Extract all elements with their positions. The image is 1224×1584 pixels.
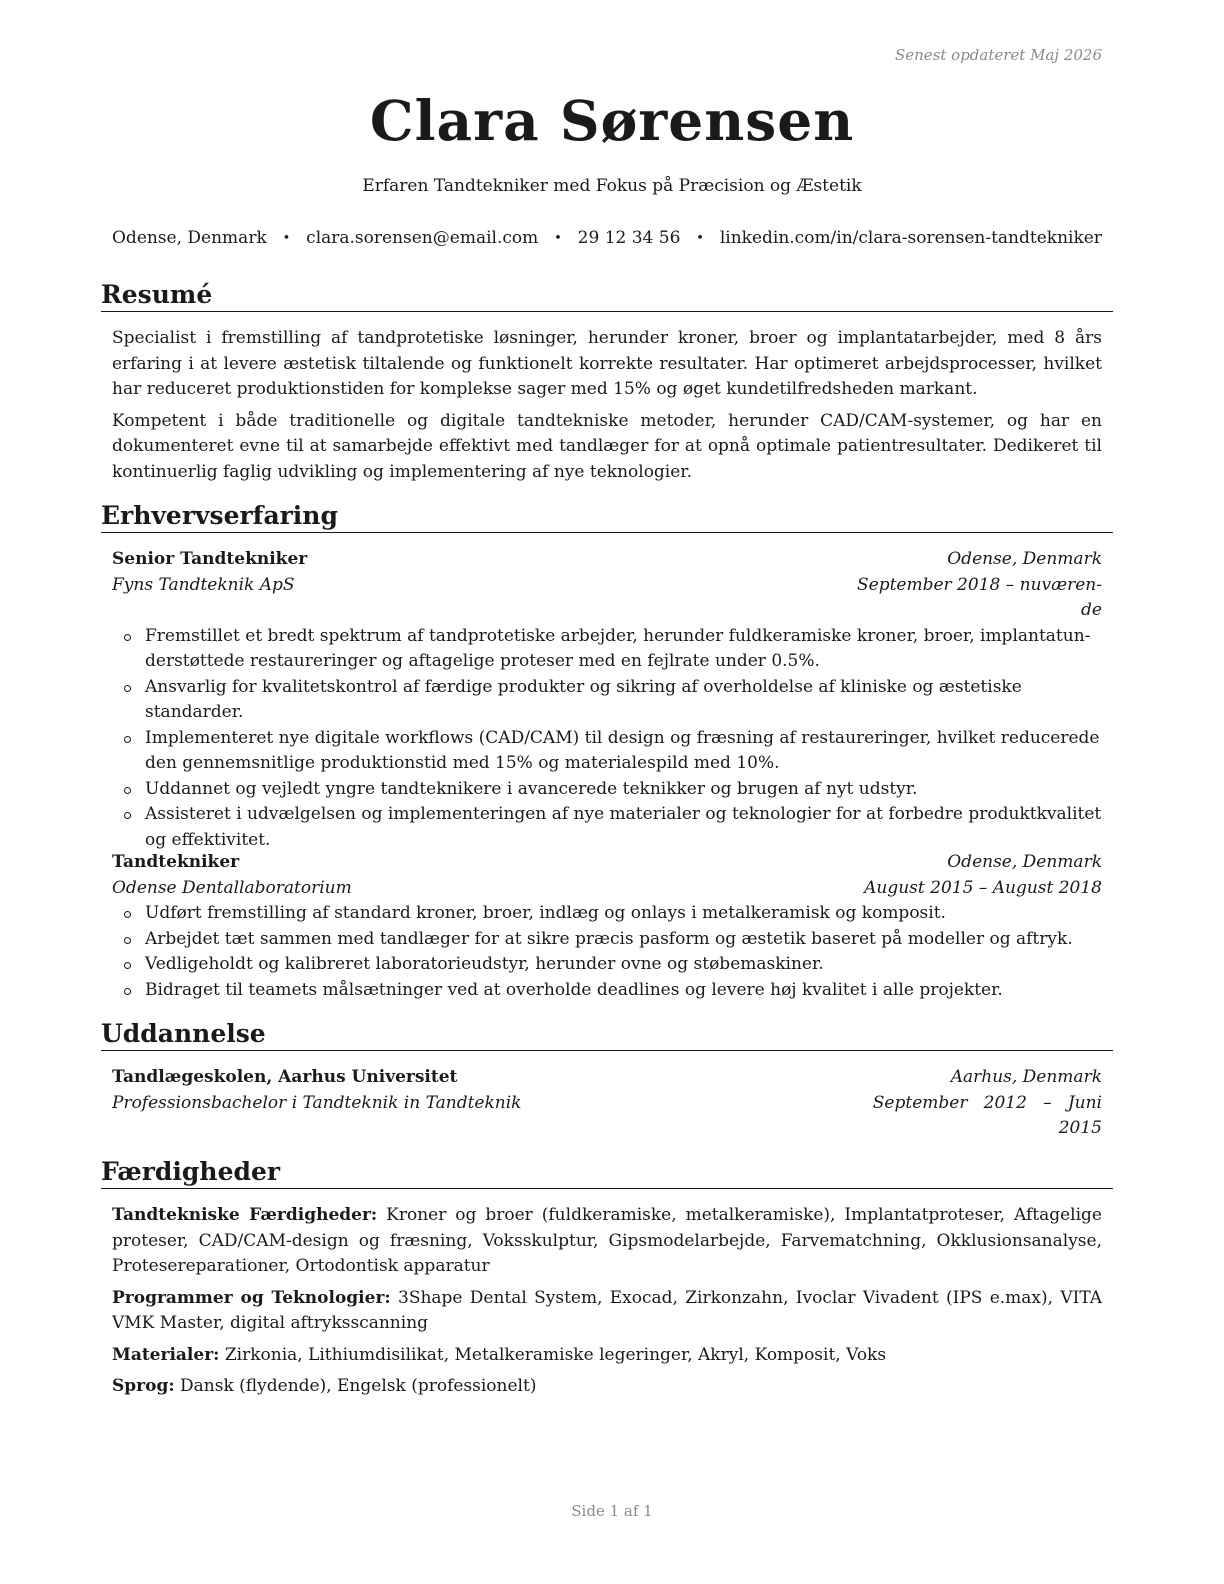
achievements-list	[112, 901, 1102, 1003]
summary-paragraph: Specialist i fremstilling af tandprotetiske løsninger, herunder kroner, broer og implantatarbejder, med 8 års erfaring i at levere æstetisk tiltalende og funktionelt korrekte resultater. Har optimeret arbejdsprocesser, hvilket har reduceret produktionstiden for komplekse sager med 15% og øget kundetilfredsheden markant.	[112, 328, 1102, 399]
skill-value: Zirkonia, Lithiumdisilikat, Metalkeramiske legeringer, Akryl, Komposit, Voks	[224, 1344, 887, 1365]
company-name: Odense Dentallaboratorium	[112, 877, 352, 898]
contact-phone[interactable]: 29 12 34 56	[577, 228, 681, 248]
achievements-list	[112, 624, 1102, 854]
summary-block	[112, 326, 1102, 491]
job-title: Tandtekniker	[112, 852, 240, 872]
skill-label: Tandtekniske Færdigheder:	[112, 1205, 378, 1225]
section-title-experience: Erhvervserfaring	[101, 501, 1113, 533]
list-item: Assisteret i udvælgelsen og implementeringen af nye materialer og teknologier for at forbedre produktkvalitet og effektivitet.	[112, 802, 1102, 853]
bullet-separator-icon: •	[696, 230, 704, 246]
section-title-skills: Færdigheder	[101, 1157, 1113, 1189]
skill-label: Materialer:	[112, 1344, 220, 1365]
skill-row	[112, 1203, 1102, 1280]
section-title-summary: Resumé	[101, 280, 1113, 312]
skill-row	[112, 1343, 1102, 1369]
list-item: Bidraget til teamets målsætninger ved at overholde deadlines og levere høj kvalitet i alle projekter.	[112, 978, 1102, 1004]
job-title: Senior Tandtekniker	[112, 549, 308, 569]
skill-row	[112, 1374, 1102, 1400]
skill-row	[112, 1286, 1102, 1337]
list-item: Fremstillet et bredt spektrum af tandprotetiske arbejder, herunder fuldkeramiske kroner, broer, implantatun-derstøttede restaureringer og aftagelige proteser med en fejlrate under 0.5%.	[112, 624, 1102, 675]
experience-entry	[112, 547, 1102, 853]
list-item: Implementeret nye digitale workflows (CAD/CAM) til design og fræsning af restaureringer, hvilket reducerede den gennemsnitlige produktionstid med 15% og materialespild med 10%.	[112, 726, 1102, 777]
skill-label: Programmer og Teknologier:	[112, 1287, 391, 1308]
job-location: Odense, Denmark	[947, 852, 1102, 872]
degree-name: Professionsbachelor i Tandteknik in Tandteknik	[112, 1092, 522, 1113]
list-item: Udført fremstilling af standard kroner, broer, indlæg og onlays i metalkeramisk og komposit.	[112, 901, 1102, 927]
skills-block	[112, 1203, 1102, 1406]
section-title-education: Uddannelse	[101, 1019, 1113, 1051]
skill-value: Dansk (flydende), Engelsk (professionelt)	[180, 1376, 537, 1396]
job-dates-line: de	[1081, 600, 1102, 620]
job-location: Odense, Denmark	[947, 549, 1102, 569]
skill-value: Kroner og broer (fuldkeramiske, metalkeramiske), Implantatproteser, Aftagelige proteser, CAD/CAM-design og fræsning, Voksskulptur, Gipsmodelarbejde, Farvematchning, Okklusionsanalyse, Protesereparationer, Ortodontisk apparatur	[112, 1205, 1102, 1276]
contact-email[interactable]: clara.sorensen@email.com	[306, 228, 539, 248]
school-location: Aarhus, Denmark	[950, 1067, 1102, 1087]
list-item: Arbejdet tæt sammen med tandlæger for at sikre præcis pasform og æstetik baseret på modeller og aftryk.	[112, 927, 1102, 953]
last-updated: Senest opdateret Maj 2026	[894, 46, 1102, 64]
experience-entry	[112, 850, 1102, 1003]
page-number: Side 1 af 1	[571, 1502, 653, 1520]
bullet-separator-icon: •	[282, 230, 291, 246]
education-entry	[112, 1065, 1102, 1142]
contact-location: Odense, Denmark	[112, 228, 267, 248]
education-dates	[873, 1091, 1102, 1142]
contact-linkedin[interactable]: linkedin.com/in/clara-sorensen-tandtekniker	[719, 228, 1102, 248]
contact-line	[112, 228, 1102, 248]
list-item: Uddannet og vejledt yngre tandteknikere i avancerede teknikker og brugen af nyt udstyr.	[112, 777, 1102, 803]
bullet-separator-icon: •	[554, 230, 562, 246]
education-dates-line: September 2012 – Juni	[872, 1092, 1102, 1113]
list-item: Vedligeholdt og kalibreret laboratorieudstyr, herunder ovne og støbemaskiner.	[112, 952, 1102, 978]
job-dates	[857, 573, 1102, 624]
headline: Erfaren Tandtekniker med Fokus på Præcision og Æstetik	[362, 176, 862, 196]
list-item: Ansvarlig for kvalitetskontrol af færdige produkter og sikring af overholdelse af kliniske og æstetiske standarder.	[112, 675, 1102, 726]
skill-label: Sprog:	[112, 1376, 175, 1396]
company-name: Fyns Tandteknik ApS	[112, 574, 295, 595]
summary-paragraph: Kompetent i både traditionelle og digitale tandtekniske metoder, herunder CAD/CAM-systemer, og har en dokumenteret evne til at samarbejde effektivt med tandlæger for at opnå optimale patientresultater. Dedikeret til kontinuerlig faglig udvikling og implementering af nye teknologier.	[112, 410, 1102, 482]
job-dates-line: September 2018 – nuværen-	[856, 574, 1102, 595]
school-name: Tandlægeskolen, Aarhus Universitet	[112, 1067, 458, 1087]
skill-value: 3Shape Dental System, Exocad, Zirkonzahn, Ivoclar Vivadent (IPS e.max), VITA VMK Master, digital aftryksscanning	[112, 1287, 1103, 1333]
job-dates: August 2015 – August 2018	[864, 877, 1102, 898]
education-dates-line: 2015	[1058, 1118, 1102, 1138]
candidate-name: Clara Sørensen	[369, 88, 855, 153]
